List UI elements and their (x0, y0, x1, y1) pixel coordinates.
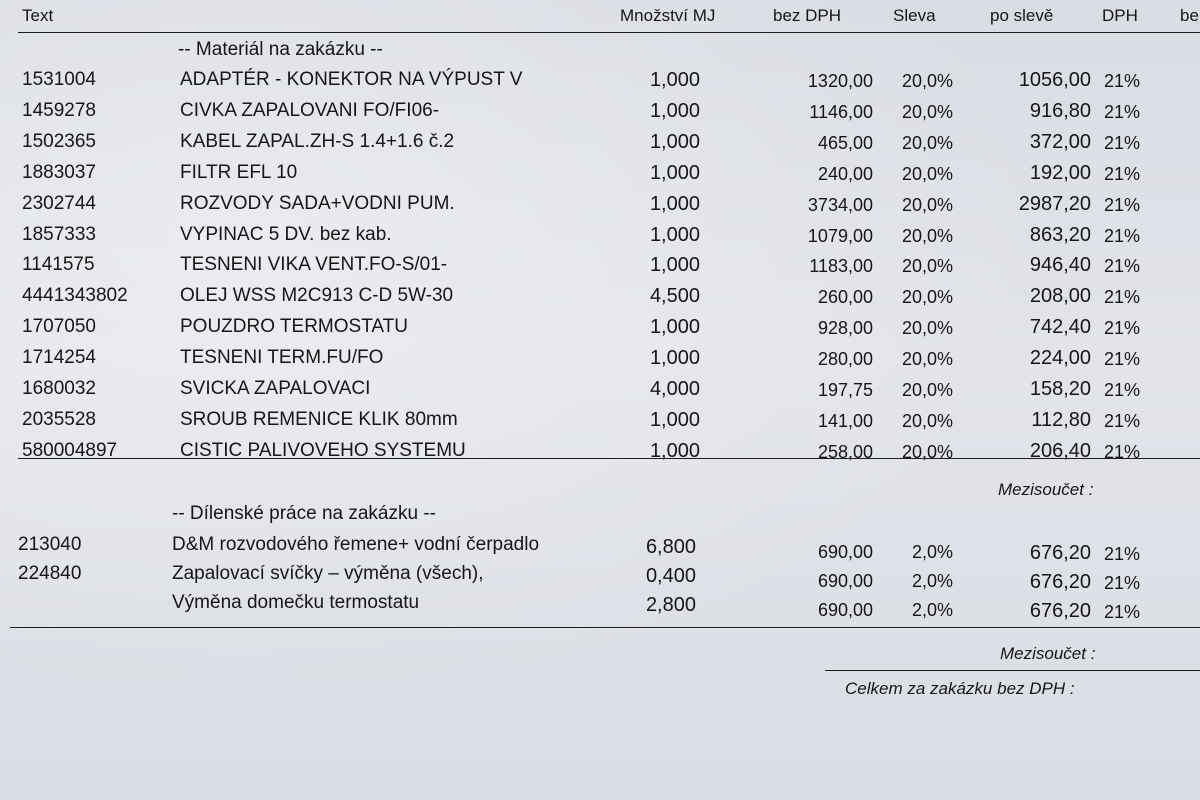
row-after-discount: 2987,20 (1018, 192, 1091, 215)
row-vat: 21% (1104, 573, 1141, 593)
row-code: 1714254 (22, 347, 96, 369)
row-discount: 20,0% (901, 163, 953, 184)
row-after-discount: 676,20 (1029, 542, 1091, 564)
row-vat: 21% (1104, 287, 1141, 308)
row-discount: 2,0% (911, 571, 953, 591)
header-price-excl-vat: bez DPH (773, 6, 842, 25)
row-price: 3734,00 (807, 194, 873, 215)
row-code: 2035528 (22, 408, 96, 430)
row-price: 465,00 (817, 132, 873, 153)
row-discount: 20,0% (901, 71, 953, 91)
row-vat: 21% (1104, 410, 1141, 431)
header-quantity: Množství MJ (620, 6, 716, 25)
row-discount: 20,0% (901, 225, 953, 246)
row-quantity: 4,000 (649, 378, 700, 400)
row-name: CISTIC PALIVOVEHO SYSTEMU (180, 439, 466, 461)
row-code: 1883037 (22, 161, 96, 183)
row-price: 690,00 (817, 571, 873, 591)
row-quantity: 1,000 (649, 408, 700, 431)
header-discount: Sleva (893, 6, 936, 25)
row-code: 1680032 (22, 378, 96, 399)
row-vat: 21% (1104, 256, 1141, 277)
labor-subtotal-label: Mezisoučet : (1000, 644, 1096, 663)
row-vat: 21% (1104, 441, 1141, 462)
row-price: 141,00 (817, 410, 873, 431)
row-discount: 20,0% (901, 410, 953, 431)
row-name: TESNENI VIKA VENT.FO-S/01- (180, 254, 448, 276)
row-discount: 20,0% (901, 194, 953, 215)
row-name: D&M rozvodového řemene+ vodní čerpadlo (172, 534, 540, 555)
row-price: 928,00 (817, 318, 873, 339)
row-after-discount: 206,40 (1029, 439, 1091, 462)
total-rule (825, 670, 1200, 671)
labor-section-label: -- Dílenské práce na zakázku -- (172, 503, 436, 524)
row-quantity: 1,000 (649, 347, 700, 370)
row-discount: 20,0% (901, 349, 953, 370)
materials-bottom-rule (18, 458, 1200, 459)
row-after-discount: 676,20 (1029, 600, 1091, 622)
row-code: 224840 (18, 563, 82, 584)
row-discount: 20,0% (901, 132, 953, 153)
row-quantity: 1,000 (649, 99, 700, 122)
row-after-discount: 224,00 (1029, 347, 1091, 370)
row-code: 1531004 (22, 69, 96, 90)
row-name: FILTR EFL 10 (180, 161, 298, 183)
row-code: 1502365 (22, 130, 96, 152)
row-quantity: 1,000 (649, 192, 700, 215)
row-quantity: 1,000 (649, 439, 700, 462)
row-vat: 21% (1104, 71, 1141, 91)
row-code: 213040 (18, 534, 82, 555)
row-price: 1146,00 (809, 101, 873, 122)
row-quantity: 1,000 (649, 69, 700, 91)
row-code: 4441343802 (22, 285, 128, 307)
row-name: OLEJ WSS M2C913 C-D 5W-30 (180, 285, 454, 307)
header-after-discount: po slevě (990, 6, 1054, 25)
row-vat: 21% (1104, 225, 1141, 246)
row-price: 690,00 (817, 600, 873, 620)
row-name: VYPINAC 5 DV. bez kab. (180, 223, 392, 245)
row-name: Zapalovací svíčky – výměna (všech), (172, 563, 484, 584)
row-name: SROUB REMENICE KLIK 80mm (180, 408, 458, 430)
row-quantity: 1,000 (649, 254, 700, 277)
row-discount: 20,0% (901, 287, 953, 308)
row-discount: 20,0% (901, 101, 953, 122)
row-quantity: 1,000 (649, 161, 700, 184)
row-discount: 2,0% (911, 542, 953, 562)
row-discount: 20,0% (901, 441, 953, 462)
materials-section-label: -- Materiál na zakázku -- (178, 39, 383, 60)
row-after-discount: 676,20 (1029, 571, 1091, 593)
row-vat: 21% (1104, 132, 1141, 153)
row-price: 197,75 (817, 380, 873, 400)
row-after-discount: 158,20 (1029, 378, 1091, 400)
row-discount: 20,0% (901, 256, 953, 277)
row-vat: 21% (1104, 380, 1141, 400)
row-price: 1079,00 (807, 225, 873, 246)
show-through-text: . (640, 60, 644, 74)
row-quantity: 1,000 (649, 223, 700, 246)
row-after-discount: 372,00 (1029, 130, 1091, 153)
materials-subtotal-label: Mezisoučet : (998, 480, 1094, 499)
row-vat: 21% (1104, 101, 1141, 122)
row-vat: 21% (1104, 602, 1141, 622)
header-text: Text (22, 6, 54, 25)
header-rule (18, 32, 1200, 33)
row-after-discount: 1056,00 (1018, 69, 1091, 91)
row-code: 1459278 (22, 99, 96, 121)
row-code: 1707050 (22, 316, 96, 338)
row-after-discount: 916,80 (1029, 99, 1091, 122)
row-after-discount: 112,80 (1031, 408, 1091, 431)
row-price: 240,00 (817, 163, 873, 184)
row-price: 1320,00 (807, 71, 873, 91)
row-price: 260,00 (817, 287, 873, 308)
row-after-discount: 192,00 (1029, 161, 1091, 184)
row-price: 258,00 (817, 441, 873, 462)
row-name: SVICKA ZAPALOVACI (180, 378, 371, 399)
row-vat: 21% (1104, 318, 1141, 339)
row-code: 580004897 (22, 439, 118, 461)
row-code: 2302744 (22, 192, 96, 214)
row-vat: 21% (1104, 194, 1141, 215)
row-name: ROZVODY SADA+VODNI PUM. (180, 192, 455, 214)
row-quantity: 2,800 (645, 594, 696, 616)
row-quantity: 4,500 (649, 285, 700, 308)
row-quantity: 1,000 (649, 316, 700, 339)
header-vat: DPH (1102, 6, 1138, 25)
row-after-discount: 208,00 (1029, 285, 1091, 308)
row-after-discount: 863,20 (1029, 223, 1091, 246)
row-after-discount: 946,40 (1029, 254, 1091, 277)
row-name: Výměna domečku termostatu (172, 592, 420, 613)
header-cut-off: be (1180, 6, 1199, 25)
row-price: 690,00 (817, 542, 873, 562)
row-vat: 21% (1104, 544, 1141, 564)
row-discount: 2,0% (911, 600, 953, 620)
row-name: POUZDRO TERMOSTATU (180, 316, 408, 338)
row-name: KABEL ZAPAL.ZH-S 1.4+1.6 č.2 (180, 130, 455, 152)
row-name: CIVKA ZAPALOVANI FO/FI06- (180, 99, 440, 121)
row-after-discount: 742,40 (1029, 316, 1091, 339)
row-quantity: 6,800 (645, 536, 696, 558)
row-price: 1183,00 (809, 256, 873, 277)
total-label: Celkem za zakázku bez DPH : (845, 679, 1075, 698)
row-discount: 20,0% (901, 380, 953, 400)
row-code: 1857333 (22, 223, 96, 245)
row-name: ADAPTÉR - KONEKTOR NA VÝPUST V (180, 69, 523, 90)
row-quantity: 0,400 (645, 565, 696, 587)
row-code: 1141575 (22, 254, 95, 276)
row-quantity: 1,000 (649, 130, 700, 153)
row-price: 280,00 (817, 349, 873, 370)
row-vat: 21% (1104, 349, 1141, 370)
row-name: TESNENI TERM.FU/FO (180, 347, 384, 369)
labor-bottom-rule (10, 627, 1200, 628)
row-discount: 20,0% (901, 318, 953, 339)
row-vat: 21% (1104, 163, 1141, 184)
